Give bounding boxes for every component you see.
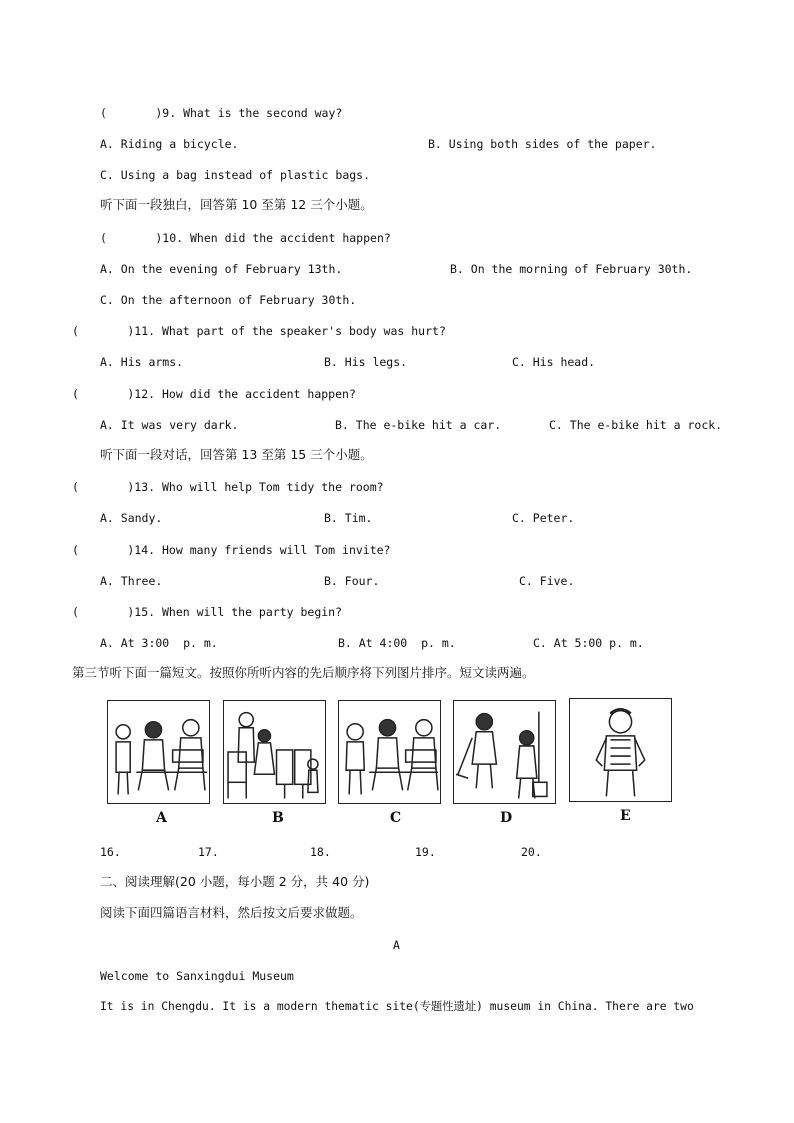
question-10: ( )10. When did the accident happen? [100, 231, 391, 245]
blank-20: 20. [521, 845, 542, 859]
question-12: ( )12. How did the accident happen? [72, 387, 356, 401]
picture-b-label: B [272, 810, 284, 826]
q12-option-b: B. The e-bike hit a car. [335, 418, 502, 432]
q9-option-a: A. Riding a bicycle. [100, 137, 239, 151]
question-13: ( )13. Who will help Tom tidy the room? [72, 480, 384, 494]
cleaning-illustration [454, 701, 555, 803]
q9-option-b: B. Using both sides of the paper. [428, 137, 657, 151]
passage-line-1: It is in Chengdu. It is a modern thematic site(专题性遗址) museum in China. There are two [100, 1000, 694, 1013]
q11-option-a: A. His arms. [100, 355, 184, 369]
picture-d [453, 700, 556, 804]
question-9: ( )9. What is the second way? [100, 106, 343, 120]
picture-e-label: E [620, 808, 631, 824]
question-15: ( )15. When will the party begin? [72, 605, 343, 619]
q14-option-b: B. Four. [324, 574, 380, 588]
q14-option-a: A. Three. [100, 574, 163, 588]
picture-d-label: D [500, 810, 513, 826]
question-14: ( )14. How many friends will Tom invite? [72, 543, 391, 557]
q12-option-a: A. It was very dark. [100, 418, 239, 432]
q11-option-b: B. His legs. [324, 355, 408, 369]
part-2-heading: 二、阅读理解(20 小题，每小题 2 分，共 40 分) [100, 874, 370, 889]
q13-option-c: C. Peter. [512, 511, 575, 525]
passage-label: A [393, 938, 400, 952]
boy-standing-illustration [570, 699, 671, 801]
part-2-instruction: 阅读下面四篇语言材料，然后按文后要求做题。 [100, 905, 363, 920]
q13-option-a: A. Sandy. [100, 511, 163, 525]
blank-17: 17. [198, 845, 219, 859]
instruction-dialogue: 听下面一段对话，回答第 13 至第 15 三个小题。 [100, 447, 373, 462]
question-11: ( )11. What part of the speaker's body was hurt? [72, 324, 446, 338]
section-3-instruction: 第三节听下面一篇短文。按照你所听内容的先后顺序将下列图片排序。短文读两遍。 [72, 665, 535, 680]
family-sitting-illustration [108, 701, 209, 803]
q15-option-b: B. At 4:00 p. m. [338, 636, 456, 650]
picture-a [107, 700, 210, 804]
picture-c [338, 700, 441, 804]
q14-option-c: C. Five. [519, 574, 575, 588]
q13-option-b: B. Tim. [324, 511, 373, 525]
q9-option-c: C. Using a bag instead of plastic bags. [100, 168, 371, 182]
picture-e [569, 698, 672, 802]
picture-b [223, 700, 326, 804]
picture-a-label: A [156, 810, 167, 826]
q10-option-b: B. On the morning of February 30th. [450, 262, 693, 276]
passage-title: Welcome to Sanxingdui Museum [100, 969, 294, 983]
q11-option-c: C. His head. [512, 355, 596, 369]
picture-c-label: C [390, 810, 402, 826]
q12-option-c: C. The e-bike hit a rock. [549, 418, 723, 432]
blank-16: 16. [100, 845, 121, 859]
q15-option-a: A. At 3:00 p. m. [100, 636, 218, 650]
q10-option-a: A. On the evening of February 13th. [100, 262, 343, 276]
blank-18: 18. [310, 845, 331, 859]
instruction-monologue: 听下面一段独白，回答第 10 至第 12 三个小题。 [100, 197, 373, 212]
party-room-illustration [224, 701, 325, 803]
q15-option-c: C. At 5:00 p. m. [533, 636, 644, 650]
q10-option-c: C. On the afternoon of February 30th. [100, 293, 357, 307]
family-talking-illustration [339, 701, 440, 803]
blank-19: 19. [415, 845, 436, 859]
